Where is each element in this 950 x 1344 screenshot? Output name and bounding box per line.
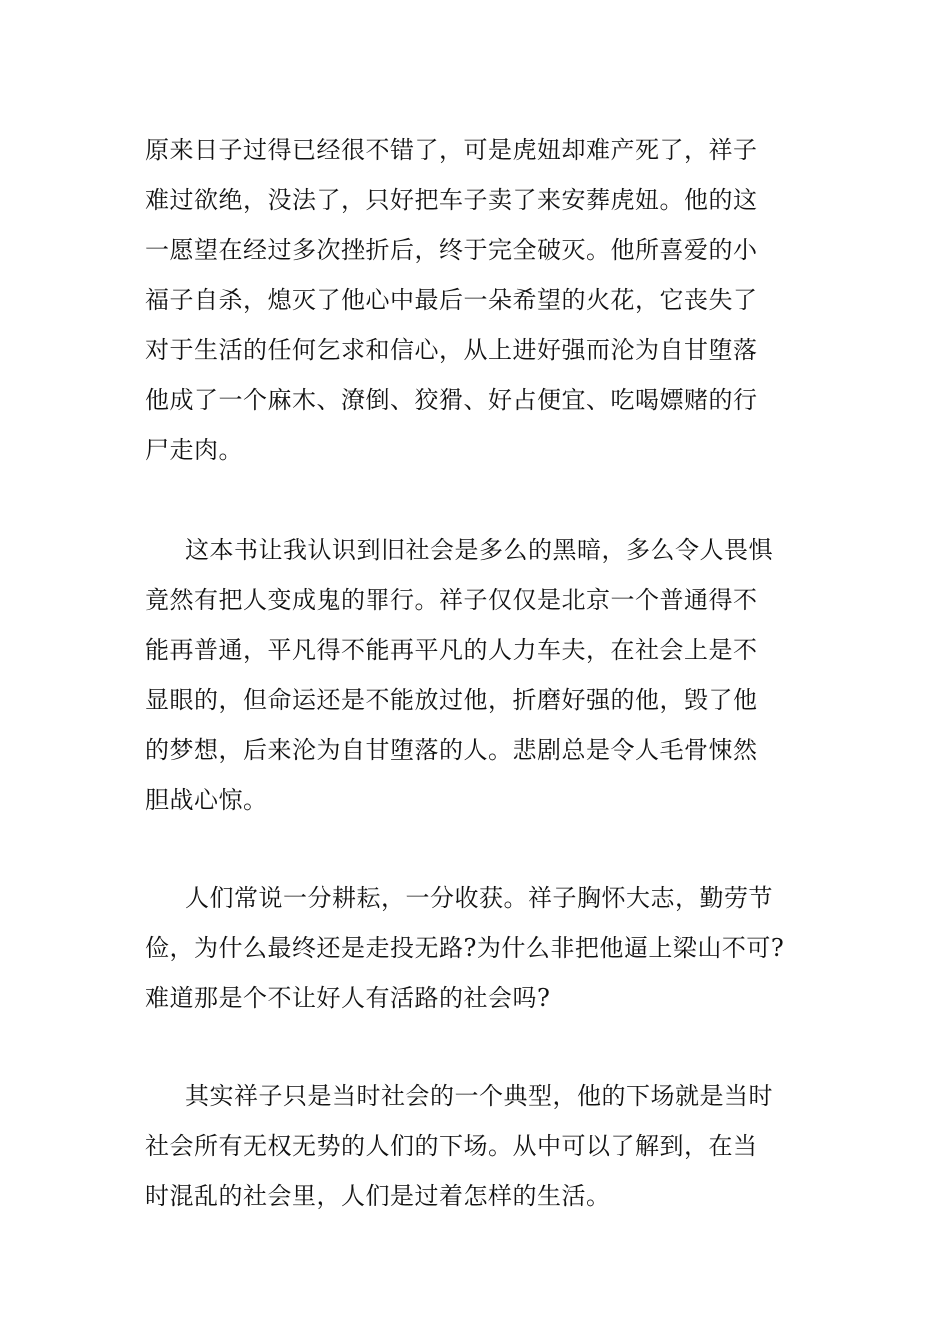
paragraph-4 xyxy=(145,1071,817,1221)
text-line: 难过欲绝，没法了，只好把车子卖了来安葬虎妞。他的这 xyxy=(145,186,758,214)
text-line: 他成了一个麻木、潦倒、狡猾、好占便宜、吃喝嫖赌的行 xyxy=(145,386,758,414)
text-line: 胆战心惊。 xyxy=(145,786,268,814)
paragraph-1 xyxy=(145,125,817,475)
text-line: 一愿望在经过多次挫折后，终于完全破灭。他所喜爱的小 xyxy=(145,236,758,264)
paragraph-3 xyxy=(145,873,817,1023)
text-line: 福子自杀，熄灭了他心中最后一朵希望的火花，它丧失了 xyxy=(145,286,758,314)
text-line: 的梦想，后来沦为自甘堕落的人。悲剧总是令人毛骨悚然 xyxy=(145,736,758,764)
text-line: 对于生活的任何乞求和信心，从上进好强而沦为自甘堕落 xyxy=(145,336,758,364)
text-line: 社会所有无权无势的人们的下场。从中可以了解到，在当 xyxy=(145,1132,758,1160)
paragraph-2 xyxy=(145,525,817,825)
text-line: 竟然有把人变成鬼的罪行。祥子仅仅是北京一个普通得不 xyxy=(145,586,758,614)
text-line: 这本书让我认识到旧社会是多么的黑暗，多么令人畏惧 xyxy=(185,536,773,564)
text-line: 原来日子过得已经很不错了，可是虎妞却难产死了，祥子 xyxy=(145,136,758,164)
text-line: 显眼的，但命运还是不能放过他，折磨好强的他，毁了他 xyxy=(145,686,758,714)
text-line: 俭，为什么最终还是走投无路?为什么非把他逼上梁山不可? xyxy=(145,934,785,962)
text-line: 时混乱的社会里，人们是过着怎样的生活。 xyxy=(145,1182,611,1210)
text-line: 其实祥子只是当时社会的一个典型，他的下场就是当时 xyxy=(185,1082,773,1110)
text-line: 能再普通，平凡得不能再平凡的人力车夫，在社会上是不 xyxy=(145,636,758,664)
text-line: 人们常说一分耕耘，一分收获。祥子胸怀大志，勤劳节 xyxy=(185,884,773,912)
text-line: 尸走肉。 xyxy=(145,436,243,464)
text-line: 难道那是个不让好人有活路的社会吗? xyxy=(145,984,551,1012)
